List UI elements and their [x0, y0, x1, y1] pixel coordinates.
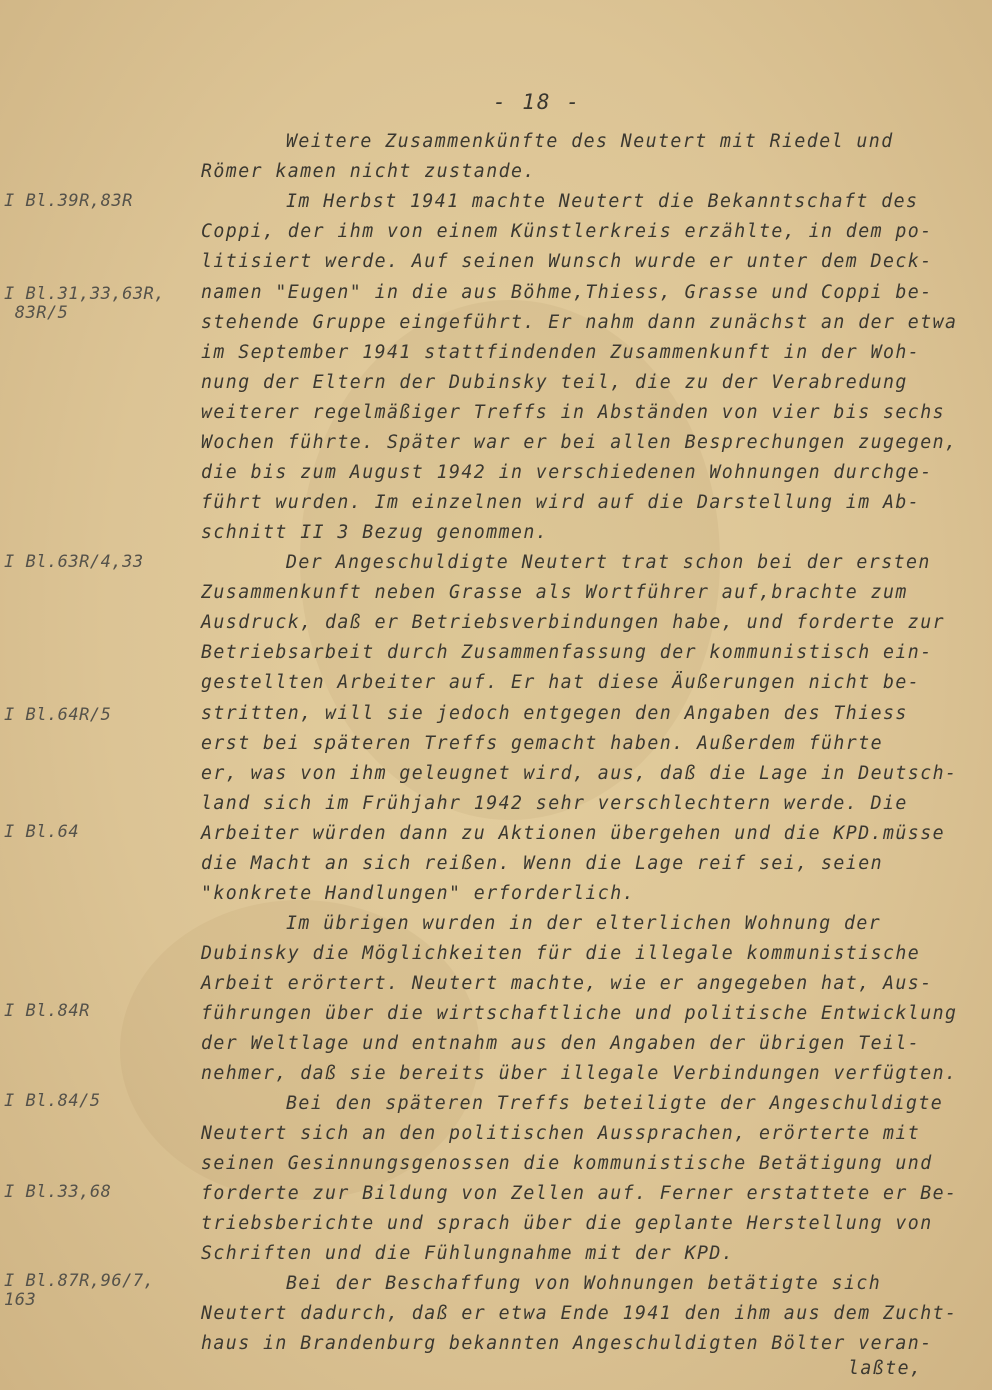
body-line: im September 1941 stattfindenden Zusammenkunft in der Woh- [201, 342, 921, 363]
body-line: "konkrete Handlungen" erforderlich. [201, 883, 635, 904]
body-line: nehmer, daß sie bereits über illegale Verbindungen verfügten. [201, 1063, 958, 1084]
body-line: gestellten Arbeiter auf. Er hat diese Äußerungen nicht be- [201, 672, 921, 693]
body-line: Bei der Beschaffung von Wohnungen betätigte sich [286, 1273, 882, 1294]
body-line: Schriften und die Fühlungnahme mit der KPD. [201, 1243, 735, 1264]
body-line: Zusammenkunft neben Grasse als Wortführer auf,brachte zum [201, 582, 908, 603]
body-line: Weitere Zusammenkünfte des Neutert mit Riedel und [286, 131, 894, 152]
body-line: der Weltlage und entnahm aus den Angaben der übrigen Teil- [201, 1033, 921, 1054]
body-line: Arbeiter würden dann zu Aktionen übergehen und die KPD.müsse [201, 823, 945, 844]
body-line: stritten, will sie jedoch entgegen den Angaben des Thiess [201, 703, 908, 724]
body-line: schnitt II 3 Bezug genommen. [201, 522, 549, 543]
body-line: Im übrigen wurden in der elterlichen Wohnung der [286, 913, 882, 934]
catchword: laßte, [848, 1358, 923, 1379]
body-line: Römer kamen nicht zustande. [201, 161, 536, 182]
margin-reference: I Bl.39R,83R [4, 191, 133, 211]
margin-reference: I Bl.33,68 [4, 1182, 112, 1202]
body-line: Coppi, der ihm von einem Künstlerkreis erzählte, in dem po- [201, 221, 933, 242]
margin-reference: I Bl.84/5 [4, 1091, 101, 1111]
body-line: die Macht an sich reißen. Wenn die Lage reif sei, seien [201, 853, 883, 874]
body-line: er, was von ihm geleugnet wird, aus, daß die Lage in Deutsch- [201, 763, 958, 784]
body-line: Ausdruck, daß er Betriebsverbindungen habe, und forderte zur [201, 612, 945, 633]
body-line: die bis zum August 1942 in verschiedenen Wohnungen durchge- [201, 462, 933, 483]
body-line: Betriebsarbeit durch Zusammenfassung der kommunistisch ein- [201, 642, 933, 663]
body-line: triebsberichte und sprach über die geplante Herstellung von [201, 1213, 933, 1234]
body-line: litisiert werde. Auf seinen Wunsch wurde er unter dem Deck- [201, 251, 933, 272]
body-line: Neutert sich an den politischen Aussprachen, erörterte mit [201, 1123, 921, 1144]
body-line: seinen Gesinnungsgenossen die kommunistische Betätigung und [201, 1153, 933, 1174]
margin-reference: I Bl.64R/5 [4, 705, 112, 725]
margin-reference: I Bl.87R,96/7, 163 [4, 1271, 155, 1310]
page-number: - 18 - [493, 90, 581, 114]
body-line: namen "Eugen" in die aus Böhme,Thiess, Grasse und Coppi be- [201, 282, 933, 303]
body-line: Bei den späteren Treffs beteiligte der Angeschuldigte [286, 1093, 944, 1114]
body-line: führungen über die wirtschaftliche und politische Entwicklung [201, 1003, 958, 1024]
body-line: erst bei späteren Treffs gemacht haben. Außerdem führte [201, 733, 883, 754]
body-line: haus in Brandenburg bekannten Angeschuldigten Bölter veran- [201, 1333, 933, 1354]
body-line: Im Herbst 1941 machte Neutert die Bekanntschaft des [286, 191, 919, 212]
body-line: Dubinsky die Möglichkeiten für die illegale kommunistische [201, 943, 921, 964]
margin-reference: I Bl.64 [4, 822, 80, 842]
margin-reference: I Bl.31,33,63R, 83R/5 [4, 284, 166, 323]
body-line: nung der Eltern der Dubinsky teil, die zu der Verabredung [201, 372, 908, 393]
body-line: land sich im Frühjahr 1942 sehr verschlechtern werde. Die [201, 793, 908, 814]
body-line: Der Angeschuldigte Neutert trat schon bei der ersten [286, 552, 931, 573]
body-line: stehende Gruppe eingeführt. Er nahm dann zunächst an der etwa [201, 312, 958, 333]
body-line: führt wurden. Im einzelnen wird auf die Darstellung im Ab- [201, 492, 921, 513]
margin-reference: I Bl.63R/4,33 [4, 552, 144, 572]
body-line: weiterer regelmäßiger Treffs in Abständen von vier bis sechs [201, 402, 945, 423]
body-line: Arbeit erörtert. Neutert machte, wie er angegeben hat, Aus- [201, 973, 933, 994]
margin-reference: I Bl.84R [4, 1001, 90, 1021]
body-line: forderte zur Bildung von Zellen auf. Ferner erstattete er Be- [201, 1183, 958, 1204]
body-line: Wochen führte. Später war er bei allen Besprechungen zugegen, [201, 432, 958, 453]
body-line: Neutert dadurch, daß er etwa Ende 1941 den ihm aus dem Zucht- [201, 1303, 958, 1324]
